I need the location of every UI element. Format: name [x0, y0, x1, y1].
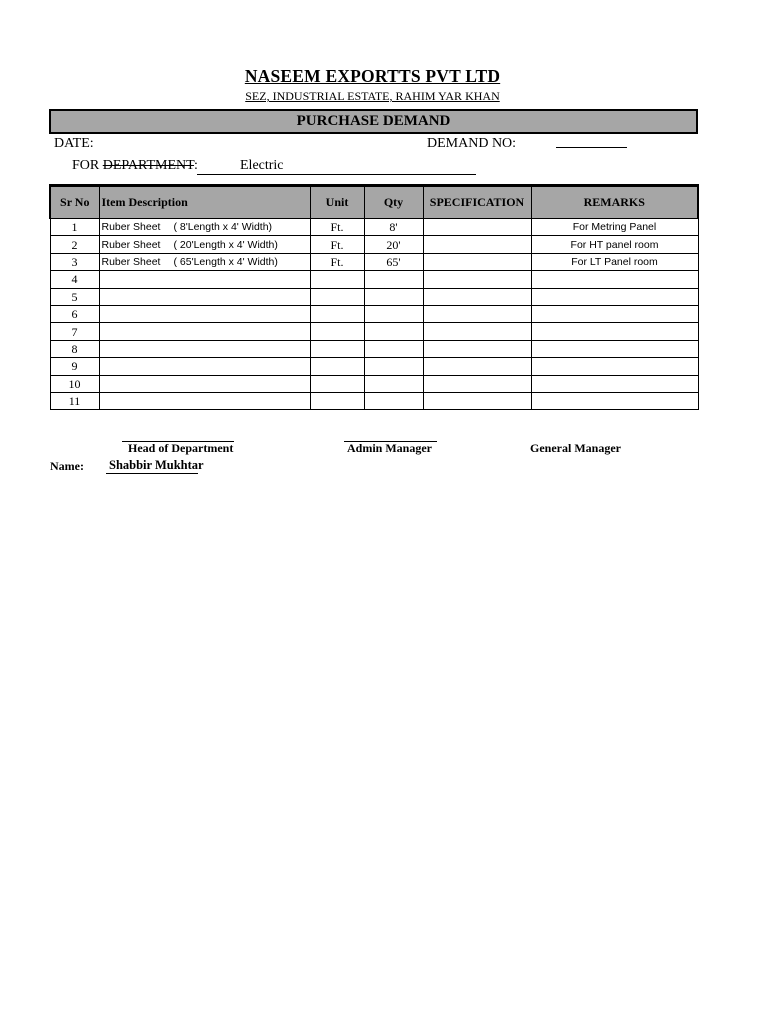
department-value: Electric: [240, 158, 284, 173]
cell-sr-no: 1: [50, 219, 99, 236]
cell-unit[interactable]: Ft.: [310, 253, 364, 270]
cell-item-description[interactable]: [99, 392, 310, 409]
cell-remarks[interactable]: [531, 358, 698, 375]
cell-unit[interactable]: [310, 375, 364, 392]
name-value: Shabbir Mukhtar: [109, 458, 204, 472]
cell-unit[interactable]: Ft.: [310, 236, 364, 253]
cell-sr-no: 4: [50, 271, 99, 288]
cell-specification[interactable]: [423, 288, 531, 305]
for-label: FOR: [72, 158, 100, 173]
cell-qty[interactable]: [364, 392, 423, 409]
date-label: DATE:: [54, 136, 94, 151]
cell-item-description[interactable]: [99, 358, 310, 375]
cell-remarks[interactable]: [531, 392, 698, 409]
table-row: [50, 253, 698, 270]
table-row: [50, 323, 698, 340]
cell-specification[interactable]: [423, 323, 531, 340]
col-header-specification: SPECIFICATION: [423, 186, 531, 219]
cell-remarks[interactable]: [531, 375, 698, 392]
item-size: ( 65'Length x 4' Width): [173, 255, 278, 268]
cell-qty[interactable]: 65': [364, 253, 423, 270]
cell-specification[interactable]: [423, 305, 531, 322]
items-table: [49, 184, 699, 410]
cell-qty[interactable]: [364, 340, 423, 357]
cell-unit[interactable]: [310, 305, 364, 322]
cell-specification[interactable]: [423, 271, 531, 288]
cell-item-description[interactable]: [99, 236, 310, 253]
item-name: Ruber Sheet: [101, 238, 161, 251]
table-row: [50, 271, 698, 288]
company-name: NASEEM EXPORTTS PVT LTD: [244, 66, 501, 86]
col-header-remarks: REMARKS: [531, 186, 698, 219]
col-header-sr-no: Sr No: [50, 186, 99, 219]
table-row: [50, 219, 698, 236]
cell-specification[interactable]: [423, 358, 531, 375]
cell-unit[interactable]: [310, 288, 364, 305]
department-label: [72, 158, 198, 174]
cell-specification[interactable]: [423, 340, 531, 357]
cell-sr-no: 6: [50, 305, 99, 322]
cell-qty[interactable]: [364, 323, 423, 340]
department-word: DEPARTMENT: [102, 158, 195, 173]
cell-item-description[interactable]: [99, 253, 310, 270]
cell-qty[interactable]: 8': [364, 219, 423, 236]
table-row: [50, 358, 698, 375]
cell-remarks[interactable]: [531, 323, 698, 340]
cell-specification[interactable]: [423, 253, 531, 270]
cell-item-description[interactable]: [99, 375, 310, 392]
cell-specification[interactable]: [423, 392, 531, 409]
cell-qty[interactable]: 20': [364, 236, 423, 253]
cell-remarks[interactable]: For Metring Panel: [531, 219, 698, 236]
cell-remarks[interactable]: For LT Panel room: [531, 253, 698, 270]
cell-item-description[interactable]: [99, 271, 310, 288]
name-underline: [106, 473, 198, 474]
cell-item-description[interactable]: [99, 219, 310, 236]
cell-item-description[interactable]: [99, 288, 310, 305]
cell-unit[interactable]: [310, 392, 364, 409]
item-name: Ruber Sheet: [101, 255, 161, 268]
item-size: ( 8'Length x 4' Width): [173, 221, 273, 234]
cell-unit[interactable]: Ft.: [310, 219, 364, 236]
cell-sr-no: 9: [50, 358, 99, 375]
table-row: [50, 288, 698, 305]
cell-qty[interactable]: [364, 271, 423, 288]
cell-remarks[interactable]: For HT panel room: [531, 236, 698, 253]
cell-remarks[interactable]: [531, 340, 698, 357]
cell-remarks[interactable]: [531, 288, 698, 305]
cell-item-description[interactable]: [99, 340, 310, 357]
cell-unit[interactable]: [310, 323, 364, 340]
col-header-unit: Unit: [310, 186, 364, 219]
col-header-item-description: Item Description: [99, 186, 310, 219]
table-row: [50, 236, 698, 253]
cell-qty[interactable]: [364, 288, 423, 305]
cell-item-description[interactable]: [99, 323, 310, 340]
cell-sr-no: 8: [50, 340, 99, 357]
cell-specification[interactable]: [423, 375, 531, 392]
item-size: ( 20'Length x 4' Width): [173, 238, 278, 251]
cell-item-description[interactable]: [99, 305, 310, 322]
cell-remarks[interactable]: [531, 305, 698, 322]
department-colon: :: [194, 158, 198, 173]
demand-no-field[interactable]: [556, 147, 627, 148]
cell-unit[interactable]: [310, 340, 364, 357]
general-manager-label: General Manager: [530, 441, 621, 455]
cell-sr-no: 7: [50, 323, 99, 340]
cell-unit[interactable]: [310, 271, 364, 288]
cell-unit[interactable]: [310, 358, 364, 375]
cell-sr-no: 10: [50, 375, 99, 392]
item-name: Ruber Sheet: [101, 221, 161, 234]
demand-no-label: DEMAND NO:: [427, 136, 517, 151]
company-address: SEZ, INDUSTRIAL ESTATE, RAHIM YAR KHAN: [245, 89, 500, 103]
table-row: [50, 305, 698, 322]
cell-remarks[interactable]: [531, 271, 698, 288]
head-of-department-label: Head of Department: [128, 441, 234, 455]
table-row: [50, 340, 698, 357]
department-field-line: [197, 174, 476, 175]
name-label: Name:: [50, 459, 84, 473]
cell-qty[interactable]: [364, 358, 423, 375]
cell-specification[interactable]: [423, 219, 531, 236]
table-row: [50, 392, 698, 409]
admin-manager-label: Admin Manager: [347, 441, 432, 455]
cell-sr-no: 11: [50, 392, 99, 409]
cell-sr-no: 3: [50, 253, 99, 270]
col-header-qty: Qty: [364, 186, 423, 219]
cell-qty[interactable]: [364, 375, 423, 392]
cell-sr-no: 5: [50, 288, 99, 305]
form-title: PURCHASE DEMAND: [49, 109, 698, 134]
cell-specification[interactable]: [423, 236, 531, 253]
cell-qty[interactable]: [364, 305, 423, 322]
table-header-row: [50, 186, 698, 219]
cell-sr-no: 2: [50, 236, 99, 253]
table-row: [50, 375, 698, 392]
